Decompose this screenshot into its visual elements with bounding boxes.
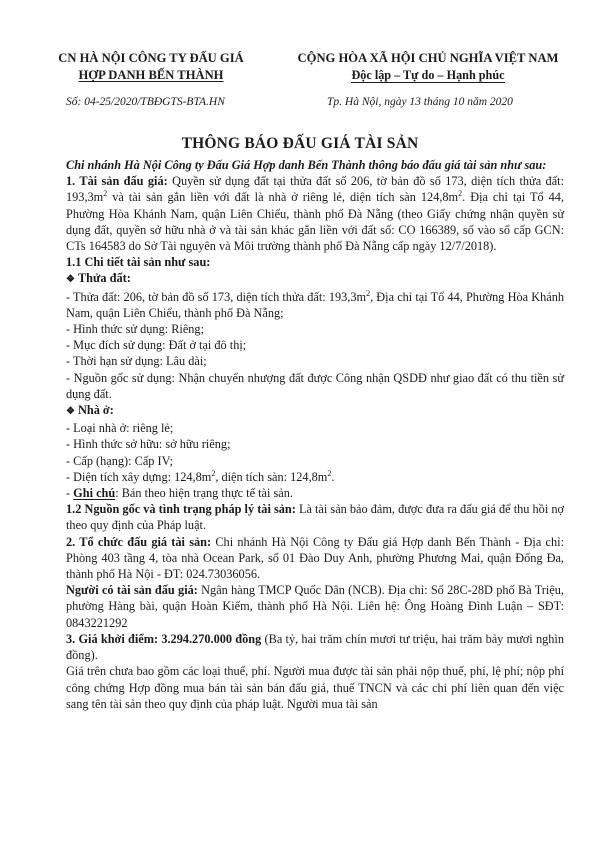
national-motto [268, 67, 588, 84]
sup-m2: 2 [211, 468, 216, 478]
section-1-1-heading: 1.1 Chi tiết tài sản như sau: [66, 255, 211, 270]
section-1-text-c: . Địa chỉ tại Tổ 44, Phường Hòa Khánh Nam, quận Liên Chiểu, thành phố Đà Nẵng (theo Giấy chứng nhận quyền sử dụng đất, quyền sở hữu nhà ở và tài sản khác gắn liền với đất số: CO 166389, số vào sổ cấp GCN: CTs 164583 do Sở Tài nguyên và Môi trường thành phố Đà Nẵng cấp ngày 12/7/2018). [66, 190, 565, 254]
land-use-form: - Hình thức sử dụng: Riêng; [66, 322, 204, 337]
asset-owner [66, 582, 564, 631]
note-text: : Bán theo hiện trạng thực tế tài sản. [115, 486, 293, 501]
section-3-starting-price [66, 631, 564, 663]
land-parcel-text-b: , Địa chỉ tại Tổ 44, Phường Hòa Khánh Nam, quận Liên Chiểu, thành phố Đà Nẵng; [66, 289, 564, 320]
section-3-label: 3. Giá khởi điểm: 3.294.270.000 đồng [66, 631, 262, 646]
house-ownership: - Hình thức sở hữu: sở hữu riêng; [66, 437, 231, 452]
land-parcel [66, 289, 564, 321]
sup-m2: 2 [327, 468, 332, 478]
issuer-name-line1: CN HÀ NỘI CÔNG TY ĐẤU GIÁ [58, 51, 244, 65]
section-1-text-a: Quyền sử dụng đất tại thửa đất số 206, tờ bản đồ số 173, diện tích thửa đất: 193,3m [66, 174, 564, 205]
land-use-term: - Thời hạn sử dụng: Lâu dài; [66, 354, 207, 369]
date-line: Tp. Hà Nội, ngày 13 tháng 10 năm 2020 [327, 96, 513, 108]
section-1-label: 1. Tài sản đấu giá: [66, 174, 168, 189]
house-area-text-a: - Diện tích xây dựng: 124,8m [66, 469, 212, 484]
house-area-text-b: , diện tích sàn: 124,8m [215, 469, 328, 484]
asset-owner-text: Ngân hàng TMCP Quốc Dân (NCB). Địa chỉ: Số 28C-28D phố Bà Triệu, phường Hàng bài, quận Hoàn Kiếm, thành phố Hà Nội. Liên hệ: Ông Hoàng Đình Luận – SĐT: 0843221292 [66, 583, 564, 630]
issuer-block [46, 50, 256, 84]
house-type: - Loại nhà ở: riêng lẻ; [66, 421, 174, 436]
document-body [66, 157, 564, 712]
house-heading [66, 402, 564, 420]
section-2-label: 2. Tổ chức đấu giá tài sản: [66, 534, 212, 549]
intro-paragraph: Chi nhánh Hà Nội Công ty Đấu Giá Hợp danh Bến Thành thông báo đấu giá tài sản như sau: [66, 158, 547, 172]
section-1-2-text: Là tài sản bảo đảm, được đưa ra đấu giá để thu hồi nợ theo quy định của Pháp luật. [66, 502, 564, 533]
note-label: Ghi chú [73, 486, 116, 501]
land-heading [66, 270, 564, 288]
land-use-purpose: - Mục đích sử dụng: Đất ở tại đô thị; [66, 338, 247, 353]
nation-name: CỘNG HÒA XÃ HỘI CHỦ NGHĨA VIỆT NAM [297, 51, 559, 65]
section-3-text: (Ba tỷ, hai trăm chín mươi tư triệu, hai trăm bảy mươi nghìn đồng). [66, 631, 564, 663]
house-grade: - Cấp (hạng): Cấp IV; [66, 453, 173, 468]
issuer-name-line2: HỢP DANH BẾN THÀNH [78, 68, 224, 82]
land-use-origin: - Nguồn gốc sử dụng: Nhận chuyển nhượng đất được Công nhận QSDĐ như giao đất có thu tiền sử dụng đất. [66, 370, 564, 401]
house-heading-text: Nhà ở: [77, 403, 114, 418]
section-1-text-b: và tài sản gắn liền với đất là nhà ở riêng lẻ, diện tích sàn 124,8m [107, 190, 459, 205]
section-1-asset [66, 173, 564, 254]
asset-owner-label: Người có tài sản đấu giá: [66, 583, 198, 598]
price-note: Giá trên chưa bao gồm các loại thuế, phí. Người mua được tài sản phải nộp thuế, phí, lệ phí; nộp phí công chứng Hợp đồng mua bán tài sản bán đấu giá, thuế TNCN và các chi phí liên quan đến việc sang tên tài sản theo quy định của pháp luật. Người mua tài sản [66, 664, 564, 711]
national-header [268, 50, 588, 84]
section-2-text: Chi nhánh Hà Nội Công ty Đấu giá Hợp danh Bến Thành - Địa chỉ: Phòng 403 tầng 4, tòa nhà Ocean Park, số 01 Đào Duy Anh, phường Phương Mai, quận Đống Đa, thành phố Hà Nội - ĐT: 024.73036056. [66, 534, 564, 582]
motto-text: Độc lập – Tự do – Hạnh phúc [351, 68, 505, 82]
house-area-text-c: . [331, 469, 335, 484]
note: - Ghi chú: Bán theo hiện trạng thực tế tài sản. [66, 486, 293, 501]
sup-m2: 2 [458, 189, 463, 199]
diamond-bullet-icon: ❖ [66, 274, 75, 286]
section-1-2 [66, 501, 564, 533]
sup-m2: 2 [366, 288, 371, 298]
land-parcel-text-a: - Thửa đất: 206, tờ bản đồ số 173, diện tích thửa đất: 193,3m [66, 289, 367, 304]
house-area [66, 469, 564, 485]
section-1-2-label: 1.2 Nguồn gốc và tình trạng pháp lý tài sản: [66, 502, 296, 517]
document-title: THÔNG BÁO ĐẤU GIÁ TÀI SẢN [181, 135, 419, 152]
section-2-organizer [66, 534, 564, 583]
land-heading-text: Thửa đất: [77, 271, 131, 286]
diamond-bullet-icon: ❖ [66, 406, 75, 418]
sup-m2: 2 [103, 189, 108, 199]
reference-number: Số: 04-25/2020/TBĐGTS-BTA.HN [66, 96, 225, 108]
